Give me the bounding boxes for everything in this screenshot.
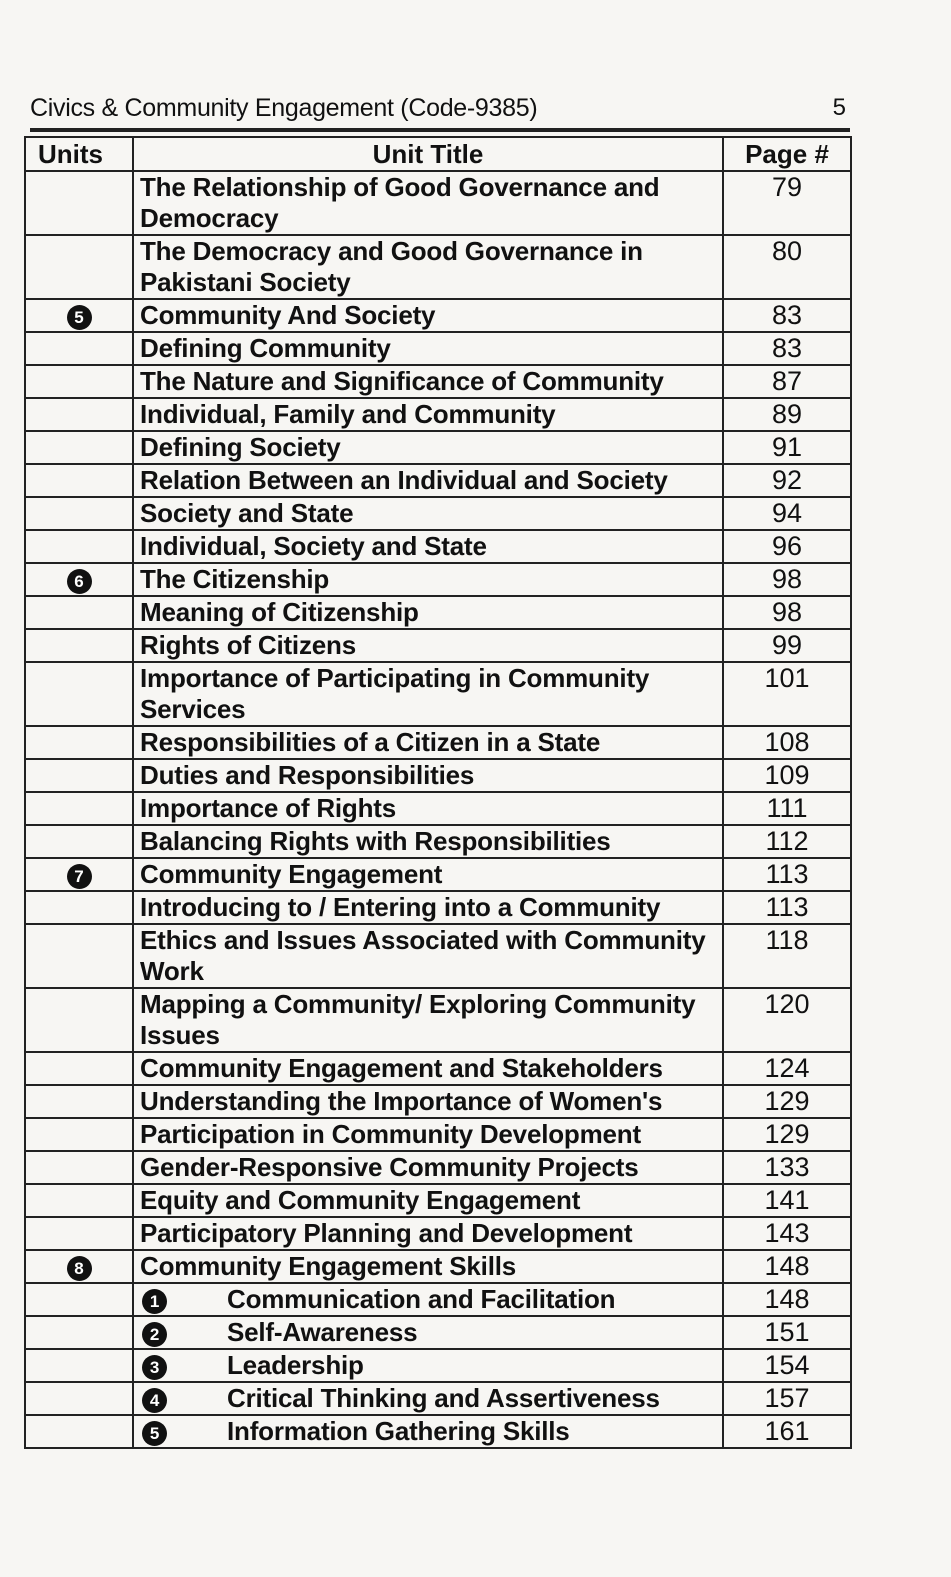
unit-title-cell [133, 726, 723, 759]
table-row [25, 1085, 851, 1118]
unit-title-cell [133, 924, 723, 988]
unit-cell [25, 924, 133, 988]
table-row [25, 235, 851, 299]
page-number-cell: 83 [723, 299, 851, 332]
unit-title-cell [133, 1151, 723, 1184]
unit-title-text: Meaning of Citizenship [140, 597, 419, 627]
table-row [25, 1349, 851, 1382]
table-row [25, 825, 851, 858]
unit-title-text: The Nature and Significance of Community [140, 366, 664, 396]
unit-title-text: Community And Society [140, 300, 436, 330]
table-row [25, 726, 851, 759]
unit-title-text: Duties and Responsibilities [140, 760, 475, 790]
unit-cell [25, 596, 133, 629]
unit-cell [25, 1415, 133, 1448]
page-number-cell: 83 [723, 332, 851, 365]
unit-title-cell [133, 1415, 723, 1448]
table-row [25, 497, 851, 530]
unit-title-cell [133, 398, 723, 431]
unit-title-cell [133, 365, 723, 398]
unit-title-cell [133, 1085, 723, 1118]
unit-cell [25, 299, 133, 332]
unit-cell [25, 825, 133, 858]
unit-title-text: Community Engagement and Stakeholders [140, 1053, 663, 1083]
page-number-cell: 109 [723, 759, 851, 792]
table-row [25, 759, 851, 792]
table-row [25, 171, 851, 235]
table-row [25, 1415, 851, 1448]
page-number: 5 [832, 94, 846, 121]
page-number-cell: 129 [723, 1118, 851, 1151]
unit-cell [25, 171, 133, 235]
sub-item-number-badge: 5 [142, 1421, 167, 1446]
unit-title-text: Introducing to / Entering into a Community [140, 892, 661, 922]
unit-cell [25, 332, 133, 365]
unit-title-cell [133, 1118, 723, 1151]
unit-title-text: Mapping a Community/ Exploring Community Issues [140, 989, 696, 1050]
table-row [25, 1118, 851, 1151]
unit-cell [25, 398, 133, 431]
page-number-cell: 148 [723, 1283, 851, 1316]
unit-title-cell [133, 858, 723, 891]
table-row [25, 924, 851, 988]
unit-title-cell [133, 891, 723, 924]
unit-title-cell [133, 1184, 723, 1217]
unit-title-text: Understanding the Importance of Women's [140, 1086, 663, 1116]
unit-title-cell [133, 1217, 723, 1250]
page-number-cell: 157 [723, 1382, 851, 1415]
unit-cell [25, 988, 133, 1052]
unit-title-text: Society and State [140, 498, 354, 528]
unit-title-cell [133, 530, 723, 563]
unit-title-text: Communication and Facilitation [227, 1284, 616, 1314]
unit-title-cell [133, 759, 723, 792]
page-number-cell: 98 [723, 596, 851, 629]
unit-cell [25, 629, 133, 662]
sub-item-number-badge: 2 [142, 1322, 167, 1347]
unit-cell [25, 497, 133, 530]
page-number-cell: 141 [723, 1184, 851, 1217]
unit-title-cell [133, 988, 723, 1052]
unit-number-badge: 5 [67, 305, 92, 330]
units-column-header: Units [25, 137, 133, 171]
unit-cell [25, 530, 133, 563]
table-row [25, 464, 851, 497]
unit-cell [25, 365, 133, 398]
unit-title-text: Defining Community [140, 333, 391, 363]
table-row [25, 398, 851, 431]
unit-title-cell [133, 1052, 723, 1085]
unit-title-text: Rights of Citizens [140, 630, 356, 660]
unit-cell [25, 235, 133, 299]
table-row [25, 858, 851, 891]
page-number-cell: 79 [723, 171, 851, 235]
unit-title-column-header: Unit Title [133, 137, 723, 171]
unit-cell [25, 891, 133, 924]
unit-title-cell [133, 431, 723, 464]
unit-cell [25, 1382, 133, 1415]
unit-cell [25, 1118, 133, 1151]
table-row [25, 891, 851, 924]
page-number-cell: 87 [723, 365, 851, 398]
unit-title-cell [133, 235, 723, 299]
unit-cell [25, 858, 133, 891]
unit-title-text: Defining Society [140, 432, 341, 462]
table-row [25, 332, 851, 365]
unit-title-text: Critical Thinking and Assertiveness [227, 1383, 660, 1413]
page-number-cell: 143 [723, 1217, 851, 1250]
page-number-cell: 113 [723, 891, 851, 924]
page-number-cell: 94 [723, 497, 851, 530]
unit-cell [25, 792, 133, 825]
unit-cell [25, 1349, 133, 1382]
sub-item-number-badge: 1 [142, 1289, 167, 1314]
table-row [25, 431, 851, 464]
unit-title-cell [133, 629, 723, 662]
table-row [25, 1316, 851, 1349]
page-number-cell: 112 [723, 825, 851, 858]
page-number-cell: 133 [723, 1151, 851, 1184]
page-number-cell: 92 [723, 464, 851, 497]
table-row [25, 563, 851, 596]
page-number-cell: 161 [723, 1415, 851, 1448]
unit-title-text: Balancing Rights with Responsibilities [140, 826, 611, 856]
unit-number-badge: 7 [67, 864, 92, 889]
page-number-cell: 148 [723, 1250, 851, 1283]
page-number-cell: 120 [723, 988, 851, 1052]
contents-table [24, 136, 852, 1449]
table-row [25, 1052, 851, 1085]
page-number-cell: 89 [723, 398, 851, 431]
page-number-cell: 124 [723, 1052, 851, 1085]
table-row [25, 365, 851, 398]
unit-title-cell [133, 332, 723, 365]
table-row [25, 1151, 851, 1184]
unit-title-text: Equity and Community Engagement [140, 1185, 581, 1215]
table-row [25, 1217, 851, 1250]
sub-item-number-badge: 3 [142, 1355, 167, 1380]
unit-title-text: Individual, Family and Community [140, 399, 556, 429]
page-number-cell: 108 [723, 726, 851, 759]
unit-cell [25, 1151, 133, 1184]
unit-title-cell [133, 1316, 723, 1349]
unit-title-cell [133, 1382, 723, 1415]
unit-title-text: The Relationship of Good Governance and Democracy [140, 172, 660, 233]
unit-title-text: Relation Between an Individual and Society [140, 465, 668, 495]
unit-title-cell [133, 171, 723, 235]
header-rule [30, 128, 850, 132]
page-number-cell: 91 [723, 431, 851, 464]
unit-title-text: The Citizenship [140, 564, 330, 594]
unit-title-cell [133, 1349, 723, 1382]
unit-title-text: Self-Awareness [227, 1317, 418, 1347]
unit-cell [25, 726, 133, 759]
unit-cell [25, 464, 133, 497]
table-row [25, 596, 851, 629]
table-row [25, 1250, 851, 1283]
unit-title-text: Individual, Society and State [140, 531, 487, 561]
unit-cell [25, 1316, 133, 1349]
unit-title-cell [133, 497, 723, 530]
table-row [25, 792, 851, 825]
page-number-cell: 111 [723, 792, 851, 825]
unit-title-text: Leadership [227, 1350, 364, 1380]
unit-title-text: Community Engagement [140, 859, 443, 889]
page-header [30, 88, 850, 128]
table-row [25, 530, 851, 563]
unit-title-text: Importance of Rights [140, 793, 397, 823]
unit-title-text: Responsibilities of a Citizen in a State [140, 727, 601, 757]
unit-title-cell [133, 1283, 723, 1316]
table-row [25, 988, 851, 1052]
table-row [25, 1184, 851, 1217]
unit-title-cell [133, 464, 723, 497]
unit-title-cell [133, 825, 723, 858]
table-row [25, 1382, 851, 1415]
table-row [25, 299, 851, 332]
document-title: Civics & Community Engagement (Code-9385) [30, 93, 538, 122]
table-row [25, 662, 851, 726]
unit-title-text: Participation in Community Development [140, 1119, 641, 1149]
page-column-header: Page # [723, 137, 851, 171]
unit-title-cell [133, 563, 723, 596]
unit-cell [25, 662, 133, 726]
unit-cell [25, 1217, 133, 1250]
table-row [25, 629, 851, 662]
page-number-cell: 80 [723, 235, 851, 299]
unit-cell [25, 1250, 133, 1283]
unit-title-text: Participatory Planning and Development [140, 1218, 633, 1248]
page-number-cell: 129 [723, 1085, 851, 1118]
page-number-cell: 154 [723, 1349, 851, 1382]
unit-number-badge: 6 [67, 569, 92, 594]
unit-cell [25, 1184, 133, 1217]
unit-title-cell [133, 1250, 723, 1283]
unit-title-text: Information Gathering Skills [227, 1416, 570, 1446]
unit-title-text: Community Engagement Skills [140, 1251, 517, 1281]
page-number-cell: 113 [723, 858, 851, 891]
sub-item-number-badge: 4 [142, 1388, 167, 1413]
unit-cell [25, 1052, 133, 1085]
unit-title-cell [133, 596, 723, 629]
unit-title-cell [133, 299, 723, 332]
unit-number-badge: 8 [67, 1256, 92, 1281]
unit-cell [25, 431, 133, 464]
page-number-cell: 118 [723, 924, 851, 988]
unit-cell [25, 563, 133, 596]
page-number-cell: 96 [723, 530, 851, 563]
unit-cell [25, 759, 133, 792]
unit-cell [25, 1085, 133, 1118]
unit-title-text: The Democracy and Good Governance in Pakistani Society [140, 236, 643, 297]
page-number-cell: 99 [723, 629, 851, 662]
unit-cell [25, 1283, 133, 1316]
unit-title-text: Gender-Responsive Community Projects [140, 1152, 639, 1182]
table-row [25, 1283, 851, 1316]
table-header-row [25, 137, 851, 171]
page-number-cell: 151 [723, 1316, 851, 1349]
unit-title-text: Importance of Participating in Community Services [140, 663, 650, 724]
unit-title-cell [133, 662, 723, 726]
page-number-cell: 101 [723, 662, 851, 726]
unit-title-cell [133, 792, 723, 825]
unit-title-text: Ethics and Issues Associated with Community Work [140, 925, 706, 986]
page-number-cell: 98 [723, 563, 851, 596]
contents-body [25, 171, 851, 1448]
